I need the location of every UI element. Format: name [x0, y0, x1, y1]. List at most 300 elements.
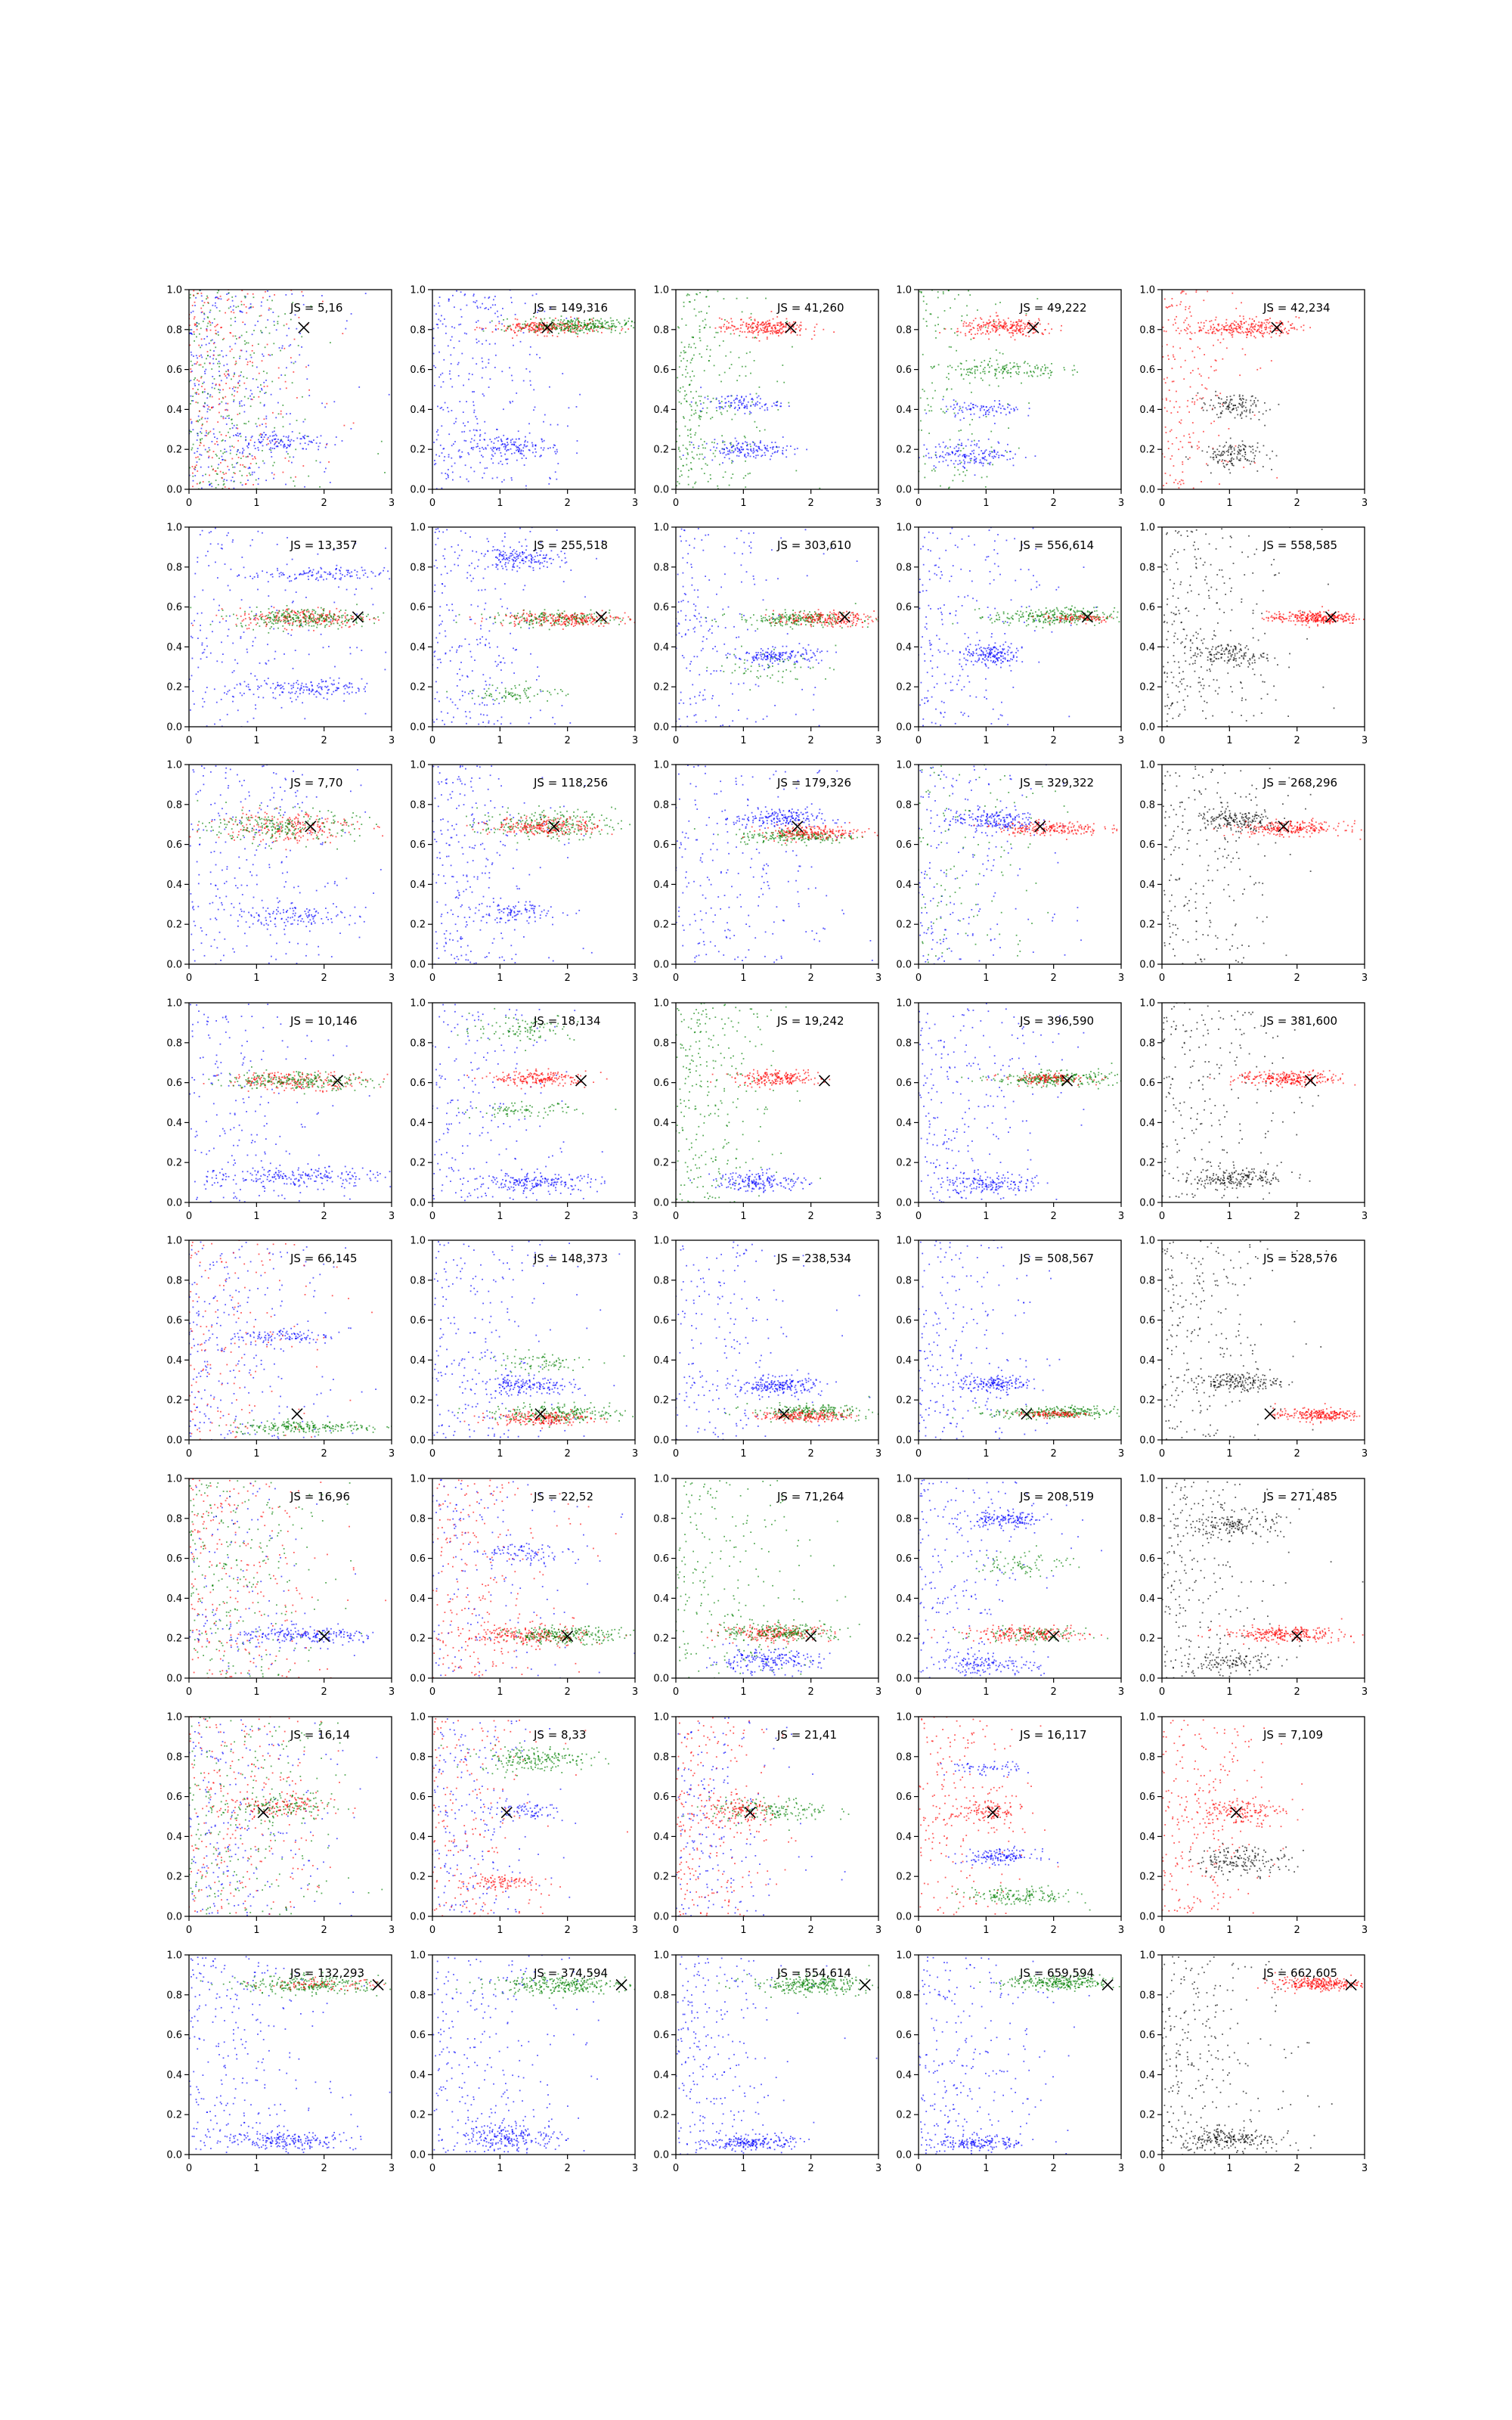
data-point [734, 326, 736, 327]
data-point [504, 444, 506, 445]
data-point [267, 344, 268, 346]
data-point [767, 327, 768, 329]
data-point [1188, 433, 1190, 435]
data-point [445, 326, 447, 327]
data-point [1202, 450, 1204, 451]
data-point [749, 473, 751, 474]
data-point [265, 418, 267, 420]
data-point [749, 352, 751, 353]
data-point [1216, 317, 1217, 318]
data-point [1226, 399, 1228, 401]
data-point [977, 406, 978, 408]
data-point [1185, 360, 1186, 361]
data-point [957, 335, 959, 337]
data-point [1037, 367, 1039, 368]
data-point [193, 294, 194, 296]
data-point [726, 447, 727, 448]
data-point [778, 335, 779, 337]
data-point [958, 294, 959, 296]
data-point [476, 446, 477, 448]
data-point [550, 478, 551, 479]
data-point [986, 406, 987, 408]
data-point [203, 338, 205, 340]
data-point [950, 406, 952, 408]
data-point [1245, 321, 1247, 323]
data-point [685, 426, 686, 427]
data-point [577, 336, 578, 337]
data-point [755, 455, 757, 456]
data-point [753, 448, 754, 449]
data-point [562, 322, 563, 324]
data-point [329, 574, 330, 576]
data-point [269, 448, 271, 450]
data-point [737, 448, 739, 449]
data-point [520, 341, 522, 343]
data-point [202, 653, 203, 654]
data-point [991, 325, 993, 327]
data-point [944, 447, 946, 448]
data-point [244, 340, 246, 342]
data-point [438, 327, 439, 329]
data-point [520, 444, 522, 445]
data-point [209, 475, 210, 476]
data-point [936, 457, 937, 458]
data-point [311, 611, 313, 613]
data-point [232, 672, 234, 673]
data-point [266, 572, 268, 573]
data-point [278, 413, 280, 414]
data-point [1018, 371, 1020, 373]
data-point [225, 312, 226, 314]
data-point [1207, 332, 1208, 334]
data-point [253, 306, 254, 308]
data-point [1237, 328, 1238, 330]
data-point [443, 381, 445, 383]
data-point [989, 371, 990, 373]
data-point [204, 389, 206, 390]
data-point [981, 334, 982, 335]
data-point [753, 449, 754, 451]
data-point [1010, 324, 1012, 325]
data-point [764, 430, 766, 431]
data-point [224, 473, 225, 475]
data-point [438, 455, 440, 457]
data-point [779, 329, 781, 330]
data-point [1166, 482, 1167, 484]
data-point [518, 447, 519, 448]
data-point [525, 436, 526, 438]
data-point [353, 624, 355, 625]
data-point [340, 577, 342, 579]
data-point [519, 449, 520, 451]
data-point [336, 608, 337, 610]
data-point [215, 306, 216, 307]
data-point [299, 615, 301, 616]
data-point [476, 418, 478, 420]
data-point [764, 324, 765, 325]
data-point [215, 479, 217, 481]
x-tick-label: 1 [740, 498, 746, 509]
data-point [276, 329, 277, 330]
data-point [786, 321, 788, 322]
data-point [689, 344, 690, 346]
data-point [522, 327, 524, 328]
data-point [459, 401, 460, 402]
y-tick-label: 0.6 [166, 365, 182, 376]
data-point [206, 336, 208, 337]
data-point [483, 448, 485, 450]
data-point [1238, 459, 1240, 461]
data-point [564, 328, 565, 330]
data-point [1027, 327, 1029, 329]
data-point [708, 399, 709, 400]
data-point [723, 408, 724, 409]
data-point [779, 325, 781, 327]
data-point [752, 323, 754, 324]
data-point [544, 440, 545, 442]
data-point [1230, 333, 1232, 334]
data-point [209, 449, 210, 451]
data-point [1228, 448, 1229, 450]
data-point [199, 411, 200, 412]
data-point [1173, 346, 1174, 348]
data-point [1179, 304, 1181, 306]
data-point [1018, 448, 1020, 449]
data-point [953, 480, 954, 482]
data-point [290, 344, 291, 346]
data-point [1163, 356, 1164, 358]
data-point [969, 294, 971, 296]
data-point [243, 383, 245, 384]
data-point [192, 486, 194, 487]
data-point [1006, 328, 1008, 330]
data-point [292, 431, 293, 433]
data-point [197, 389, 199, 390]
data-point [443, 359, 445, 361]
data-point [1213, 329, 1214, 330]
data-point [733, 333, 735, 334]
data-point [194, 331, 195, 333]
data-point [451, 458, 452, 459]
data-point [527, 323, 528, 324]
data-point [996, 321, 997, 323]
data-point [1001, 325, 1002, 327]
data-point [218, 484, 219, 486]
data-point [1252, 404, 1253, 405]
data-point [496, 437, 497, 439]
data-point [474, 410, 476, 411]
data-point [816, 324, 818, 325]
data-point [555, 327, 556, 328]
data-point [754, 319, 756, 321]
data-point [276, 617, 277, 619]
data-point [965, 333, 966, 334]
data-point [738, 328, 739, 330]
data-point [571, 321, 572, 322]
data-point [229, 428, 231, 430]
data-point [525, 446, 527, 448]
data-point [974, 444, 975, 445]
data-point [346, 686, 348, 687]
data-point [968, 374, 969, 376]
data-point [970, 409, 971, 411]
data-point [1233, 330, 1235, 332]
data-point [739, 450, 740, 451]
data-point [451, 410, 453, 411]
data-point [245, 297, 246, 299]
data-point [225, 409, 226, 411]
data-point [507, 458, 509, 460]
data-point [196, 322, 197, 324]
data-point [1228, 450, 1229, 451]
data-point [1206, 389, 1207, 390]
data-point [558, 320, 559, 321]
data-point [259, 441, 260, 442]
data-point [719, 406, 720, 408]
data-point [748, 327, 749, 329]
y-tick-label: 0.6 [653, 365, 669, 376]
data-point [277, 402, 279, 404]
data-point [532, 295, 534, 296]
data-point [285, 294, 287, 296]
data-point [194, 318, 195, 320]
data-point [507, 325, 509, 327]
data-point [225, 396, 226, 398]
data-point [1259, 327, 1260, 328]
data-point [720, 381, 722, 383]
data-point [1230, 438, 1232, 439]
data-point [730, 318, 732, 320]
data-point [306, 436, 308, 437]
data-point [350, 576, 352, 577]
data-point [218, 399, 220, 400]
data-point [212, 358, 214, 360]
data-point [314, 693, 315, 695]
data-point [745, 366, 746, 368]
data-point [485, 367, 487, 368]
data-point [202, 392, 203, 393]
data-point [348, 687, 349, 688]
data-point [476, 342, 478, 343]
data-point [1047, 367, 1049, 368]
data-point [745, 461, 746, 462]
data-point [1198, 447, 1200, 448]
data-point [727, 454, 729, 455]
data-point [555, 318, 556, 319]
data-point [974, 456, 975, 458]
data-point [1263, 414, 1264, 415]
data-point [553, 320, 555, 321]
data-point [285, 484, 287, 486]
data-point [216, 702, 218, 703]
data-point [272, 436, 274, 437]
data-point [977, 370, 978, 371]
data-point [221, 380, 222, 381]
data-point [373, 572, 374, 574]
data-point [543, 327, 544, 328]
data-point [1029, 365, 1030, 367]
data-point [232, 541, 234, 543]
data-point [687, 430, 689, 431]
data-point [231, 480, 232, 482]
data-point [206, 411, 208, 413]
data-point [468, 454, 469, 455]
data-point [704, 441, 705, 442]
y-tick-label: 1.0 [653, 285, 669, 296]
data-point [971, 329, 972, 330]
data-point [984, 373, 986, 374]
data-point [473, 405, 475, 406]
data-point [935, 455, 937, 456]
data-point [246, 649, 248, 650]
data-point [194, 596, 196, 597]
data-point [316, 442, 318, 444]
data-point [556, 325, 558, 327]
data-point [556, 451, 558, 453]
data-point [1168, 448, 1170, 449]
data-point [234, 372, 235, 374]
data-point [1202, 407, 1204, 408]
data-point [552, 335, 553, 337]
y-tick-label: 1.0 [166, 285, 182, 296]
data-point [765, 331, 767, 333]
data-point [503, 408, 504, 410]
data-point [272, 448, 274, 449]
data-point [542, 441, 544, 442]
data-point [230, 453, 231, 455]
data-point [551, 326, 553, 327]
data-point [619, 323, 621, 324]
data-point [931, 470, 933, 471]
data-point [1009, 405, 1011, 406]
data-point [968, 368, 969, 370]
data-point [200, 534, 201, 535]
data-point [257, 589, 259, 591]
data-point [1244, 322, 1245, 324]
data-point [287, 453, 289, 455]
data-point [678, 447, 680, 448]
data-point [971, 392, 972, 393]
data-point [246, 377, 248, 379]
data-point [1192, 398, 1194, 399]
data-point [228, 432, 229, 433]
data-point [739, 402, 740, 403]
data-point [329, 572, 330, 573]
data-point [515, 318, 516, 320]
data-point [1016, 373, 1018, 374]
data-point [1164, 407, 1166, 408]
data-point [699, 337, 701, 339]
data-point [491, 448, 492, 449]
data-point [338, 687, 339, 689]
data-point [267, 290, 268, 292]
data-point [1166, 432, 1167, 433]
data-point [251, 357, 253, 358]
data-point [736, 380, 738, 381]
data-point [1017, 321, 1018, 323]
data-point [977, 328, 978, 330]
data-point [590, 319, 591, 321]
data-point [201, 613, 203, 614]
data-point [330, 678, 331, 679]
data-point [686, 366, 687, 368]
data-point [220, 462, 222, 464]
data-point [1002, 377, 1004, 379]
data-point [206, 646, 208, 647]
data-point [477, 423, 479, 424]
data-point [1232, 337, 1233, 338]
data-point [203, 652, 205, 653]
data-point [444, 460, 445, 461]
data-point [574, 318, 575, 319]
data-point [249, 396, 251, 397]
data-point [1169, 389, 1170, 391]
data-point [302, 448, 304, 450]
data-point [484, 421, 485, 423]
data-point [558, 333, 559, 334]
data-point [1167, 411, 1168, 412]
data-point [276, 610, 277, 611]
data-point [506, 450, 507, 451]
data-point [308, 572, 309, 574]
data-point [275, 434, 277, 436]
data-point [525, 458, 527, 459]
data-point [201, 293, 203, 294]
data-point [381, 441, 383, 442]
data-point [1185, 330, 1187, 331]
data-point [434, 464, 435, 465]
data-point [725, 355, 727, 357]
data-point [534, 455, 536, 457]
data-point [683, 417, 685, 419]
data-point [942, 399, 943, 400]
data-point [1228, 447, 1230, 448]
data-point [1182, 461, 1183, 463]
data-point [279, 573, 280, 575]
data-point [538, 328, 540, 330]
data-point [273, 628, 274, 630]
data-point [1276, 477, 1278, 479]
data-point [240, 636, 242, 638]
data-point [206, 330, 208, 332]
data-point [592, 330, 593, 331]
data-point [577, 325, 578, 327]
data-point [1198, 330, 1200, 332]
data-point [303, 690, 305, 691]
data-point [433, 337, 435, 339]
data-point [584, 322, 585, 324]
data-point [218, 605, 220, 607]
data-point [259, 373, 260, 374]
data-point [201, 644, 203, 646]
data-point [1001, 369, 1002, 371]
data-point [771, 405, 773, 407]
data-point [782, 365, 783, 366]
data-point [931, 314, 932, 315]
data-point [1270, 327, 1272, 329]
data-point [231, 423, 233, 424]
data-point [1243, 318, 1244, 320]
data-point [274, 462, 275, 464]
data-point [1166, 306, 1167, 308]
data-point [1170, 401, 1171, 402]
data-point [437, 324, 438, 325]
data-point [1048, 323, 1049, 324]
data-point [999, 334, 1000, 336]
data-point [954, 407, 956, 408]
data-point [772, 330, 773, 331]
data-point [296, 620, 298, 622]
